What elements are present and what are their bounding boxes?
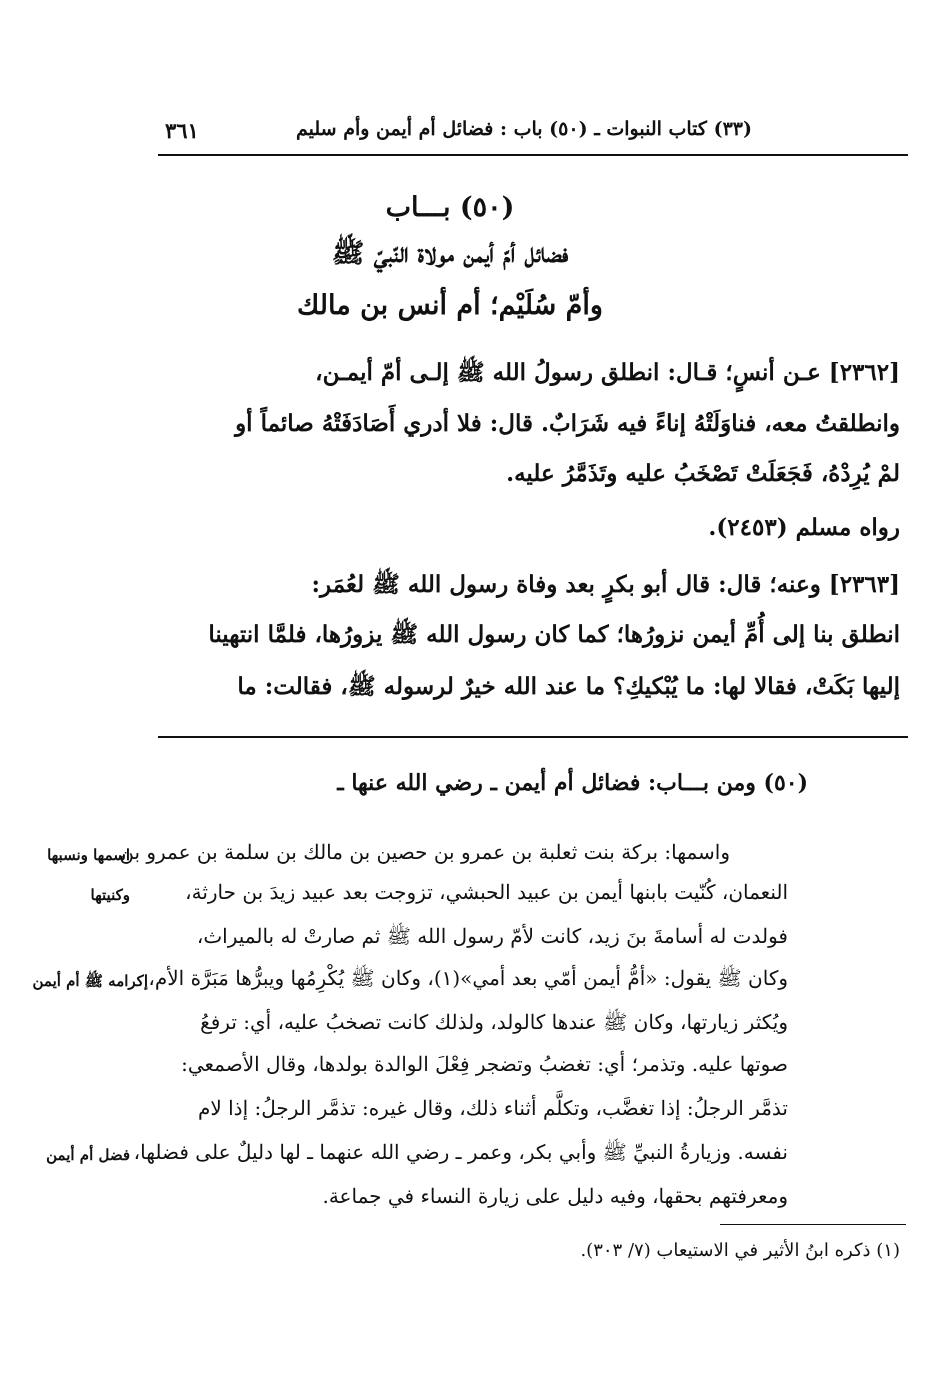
hadith-line: [٢٣٦٢] عـن أنسٍ؛ قـال: انطلق رسولُ الله ﷺ إلـى أمّ أيمـن،	[315, 359, 900, 386]
page-number: ٣٦١	[165, 118, 199, 143]
footnote: (١) ذكره ابنُ الأثير في الاستيعاب (٧/ ٣٠٣).	[580, 1240, 900, 1261]
section-divider	[158, 736, 908, 738]
commentary-line: نفسه. وزيارةُ النبيِّ ﷺ وأبي بكر، وعمر ـ رضي الله عنهما ـ لها دليلٌ على فضلها،	[133, 1140, 788, 1164]
margin-note: وكنيتها	[90, 886, 130, 904]
hadith-line: انطلق بنا إلى أُمِّ أيمن نزورُها؛ كما كان رسول الله ﷺ يزورُها، فلمَّا انتهينا	[208, 621, 900, 648]
hadith-line: [٢٣٦٣] وعنه؛ قال: قال أبو بكرٍ بعد وفاة رسول الله ﷺ لعُمَر:	[311, 571, 900, 598]
commentary-heading: (٥٠) ومن بـــاب: فضائل أم أيمن ـ رضي الله عنها ـ	[337, 770, 808, 796]
margin-note: إكرامه ﷺ أم أيمن	[32, 972, 148, 990]
hadith-line: وانطلقتُ معه، فناوَلَتْهُ إناءً فيه شَرَابٌ. قال: فلا أدري أَصَادَفَتْهُ صائماً أو	[235, 410, 900, 437]
running-title: (٣٣) كتاب النبوات ـ (٥٠) باب : فضائل أم أيمن وأم سليم	[296, 118, 752, 140]
hadith-line: لمْ يُرِدْهُ، فَجَعَلَتْ تَصْخَبُ عليه وتَذَمَّرُ عليه.	[506, 460, 900, 487]
commentary-line: وكان ﷺ يقول: «أمُّ أيمن أمّي بعد أمي»(١)، وكان ﷺ يُكْرِمُها ويبرُّها مَبَرَّة الأم،	[148, 966, 788, 990]
chapter-number: (٥٠) بـــاب	[385, 192, 515, 223]
commentary-line: ويُكثر زيارتها، وكان ﷺ عندها كالولد، ولذلك كانت تصخبُ عليه، أي: ترفعُ	[200, 1010, 788, 1034]
header-rule	[158, 154, 908, 156]
hadith-line: إليها بَكَتْ، فقالا لها: ما يُبْكيكِ؟ ما عند الله خيرٌ لرسوله ﷺ، فقالت: ما	[237, 673, 900, 700]
hadith-source: رواه مسلم (٢٤٥٣).	[708, 514, 900, 541]
chapter-title-line1: فضائل أمّ أيمن مولاة النّبيّ ﷺ	[331, 238, 569, 269]
commentary-line: صوتها عليه. وتذمر؛ أي: تغضبُ وتضجر فِعْلَ الوالدة بولدها، وقال الأصمعي:	[181, 1052, 788, 1076]
commentary-line: فولدت له أسامةَ بنَ زيد، كانت لأمّ رسول الله ﷺ ثم صارتْ له بالميراث،	[196, 924, 788, 948]
margin-note: فضل أم أيمن	[46, 1146, 130, 1164]
commentary-line: ومعرفتهم بحقها، وفيه دليل على زيارة النساء في جماعة.	[322, 1184, 788, 1208]
footnote-rule	[720, 1224, 906, 1225]
margin-note: اسمها ونسبها	[47, 846, 130, 864]
commentary-line: واسمها: بركة بنت ثعلبة بن عمرو بن حصين بن مالك بن سلمة بن عمرو بن	[119, 840, 730, 864]
chapter-title-line2: وأمّ سُلَيْم؛ أم أنس بن مالك	[297, 290, 603, 321]
commentary-line: تذمَّر الرجلُ: إذا تغضَّب، وتكلَّم أثناء ذلك، وقال غيره: تذمَّر الرجلُ: إذا لام	[197, 1096, 788, 1120]
commentary-line: النعمان، كُنّيت بابنها أيمن بن عبيد الحبشي، تزوجت بعد عبيد زيدَ بن حارثة،	[185, 880, 788, 904]
